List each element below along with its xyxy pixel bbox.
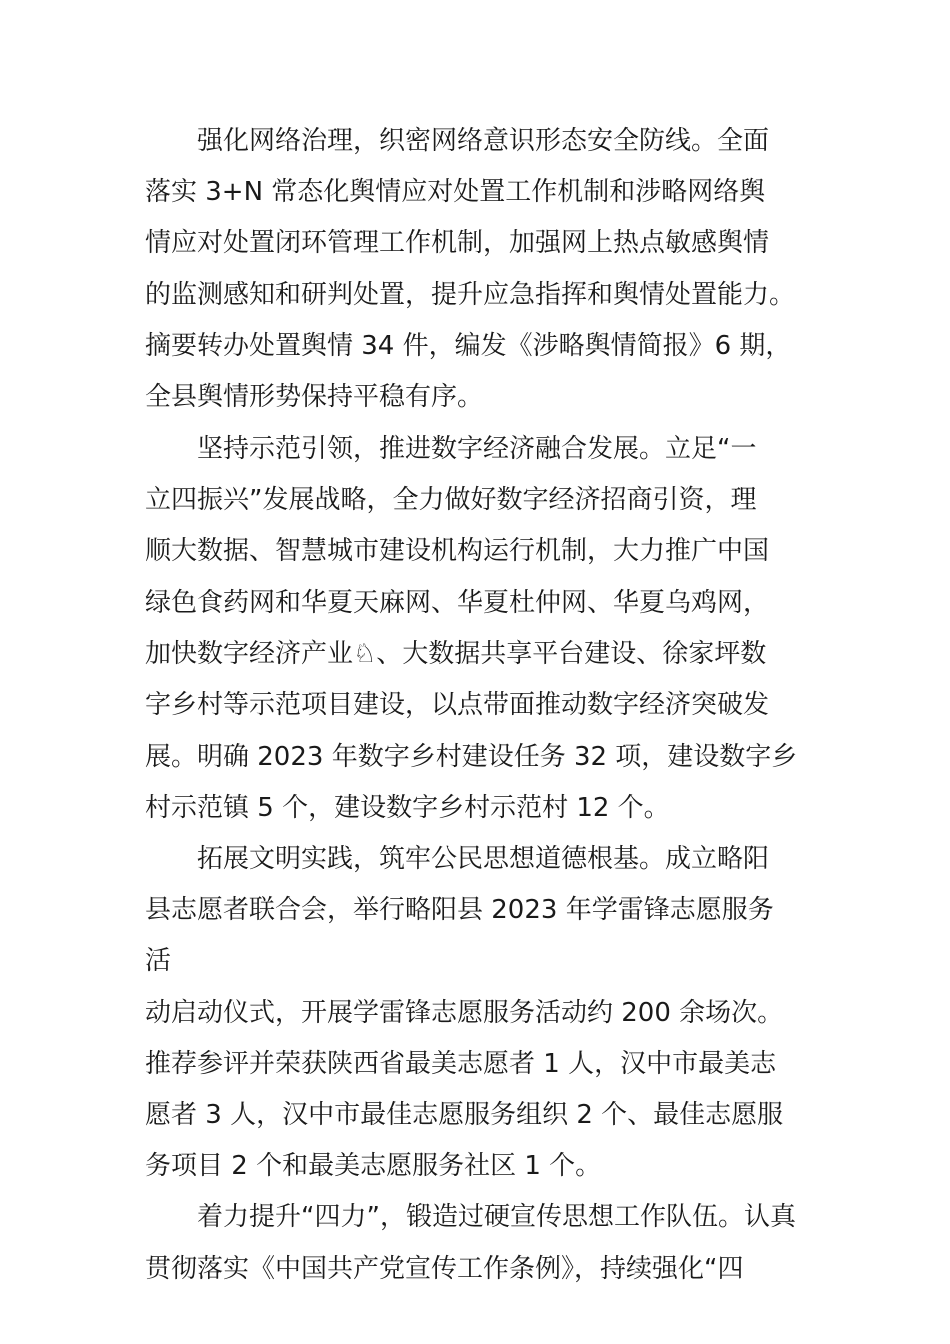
paragraph-3-line-4: 动启动仪式，开展学雷锋志愿服务活动约 200 余场次。: [145, 998, 784, 1028]
paragraph-1-line-4: 的监测感知和研判处置，提升应急指挥和舆情处置能力。: [145, 280, 796, 310]
paragraph-4-line-1: 着力提升“四力”，锻造过硬宣传思想工作队伍。认真: [197, 1202, 796, 1232]
paragraph-2-line-2: 立四振兴”发展战略，全力做好数字经济招商引资，理: [145, 485, 757, 515]
paragraph-2-line-5: 加快数字经济产业♘、大数据共享平台建设、徐家坪数: [145, 639, 767, 669]
paragraph-1-line-2: 落实 3+N 常态化舆情应对处置工作机制和涉略网络舆: [145, 177, 766, 207]
paragraph-2-line-8: 村示范镇 5 个，建设数字乡村示范村 12 个。: [145, 793, 670, 823]
paragraph-2-line-3: 顺大数据、智慧城市建设机构运行机制，大力推广中国: [145, 536, 770, 566]
paragraph-2-line-1: 坚持示范引领，推进数字经济融合发展。立足“一: [197, 434, 757, 464]
paragraph-1-line-3: 情应对处置闭环管理工作机制，加强网上热点敏感舆情: [145, 228, 770, 258]
paragraph-3-line-7: 务项目 2 个和最美志愿服务社区 1 个。: [145, 1151, 602, 1181]
paragraph-2-line-4: 绿色食药网和华夏天麻网、华夏杜仲网、华夏乌鸡网，: [145, 588, 770, 618]
paragraph-2-line-7: 展。明确 2023 年数字乡村建设任务 32 项，建设数字乡: [145, 742, 798, 772]
paragraph-1-line-6: 全县舆情形势保持平稳有序。: [145, 382, 484, 412]
paragraph-3-line-6: 愿者 3 人，汉中市最佳志愿服务组织 2 个、最佳志愿服: [145, 1100, 784, 1130]
paragraph-1-line-1: 强化网络治理，织密网络意识形态安全防线。全面: [197, 126, 770, 156]
paragraph-2-line-6: 字乡村等示范项目建设，以点带面推动数字经济突破发: [145, 690, 770, 720]
paragraph-1-line-5: 摘要转办处置舆情 34 件，编发《涉略舆情简报》6 期，: [145, 331, 792, 361]
paragraph-3-line-5: 推荐参评并荣获陕西省最美志愿者 1 人，汉中市最美志: [145, 1049, 777, 1079]
paragraph-4-line-2: 贯彻落实《中国共产党宣传工作条例》，持续强化“四: [145, 1254, 744, 1284]
paragraph-3-line-2: 县志愿者联合会，举行略阳县 2023 年学雷锋志愿服务: [145, 895, 774, 925]
paragraph-3-line-3: 活: [145, 946, 172, 976]
paragraph-3-line-1: 拓展文明实践，筑牢公民思想道德根基。成立略阳: [197, 844, 770, 874]
